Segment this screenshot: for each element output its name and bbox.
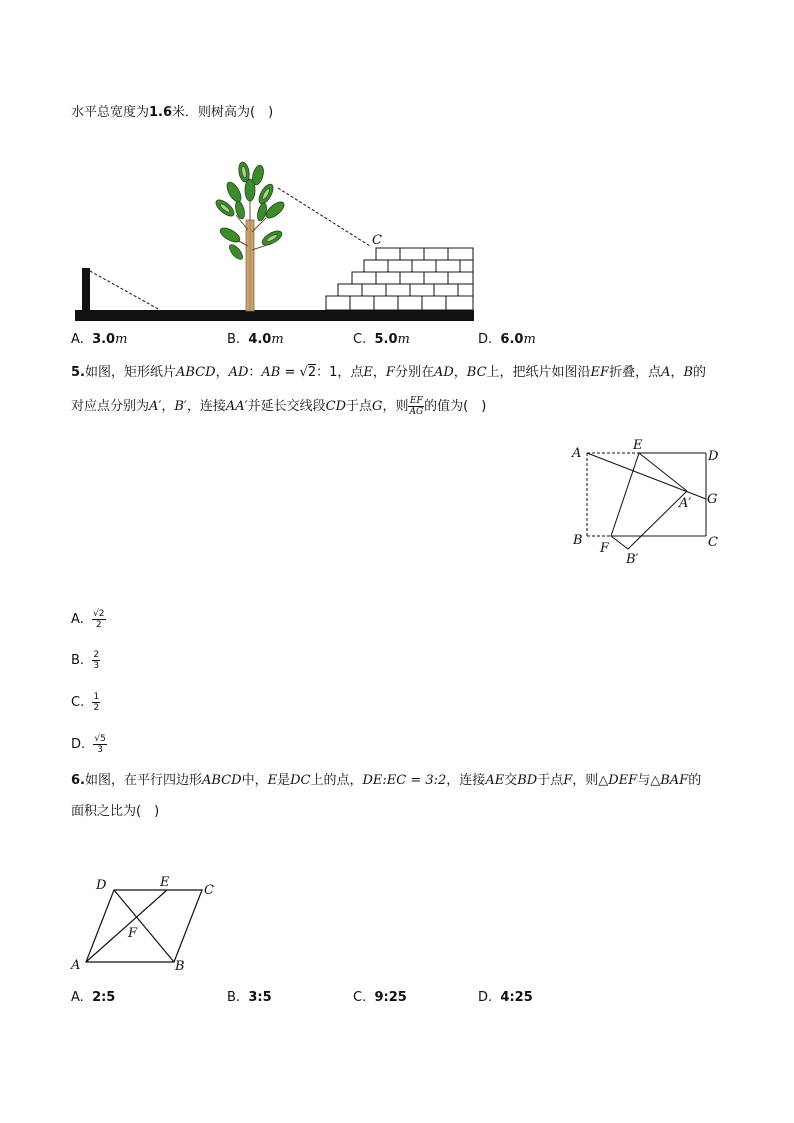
- svg-text:F: F: [600, 541, 610, 556]
- svg-text:C: C: [708, 535, 718, 550]
- brick-wall: [326, 248, 473, 310]
- q5-fraction-ef-ag: $\frac{EF}{AG}$: [409, 396, 424, 417]
- q5-option-c[interactable]: C. $\frac{1}{2}$: [71, 692, 100, 713]
- svg-text:A: A: [71, 958, 81, 973]
- q4-option-d[interactable]: D. 6.0m: [478, 332, 536, 347]
- label-c: C: [372, 233, 382, 248]
- svg-text:G: G: [707, 492, 718, 507]
- q6-option-c[interactable]: C. 9:25: [353, 990, 407, 1005]
- svg-text:A′: A′: [679, 496, 692, 511]
- q4-text: 水平总宽度为: [71, 105, 150, 120]
- svg-text:D: D: [96, 878, 107, 893]
- q4-text-end: 米．则树高为( ): [172, 105, 274, 120]
- q5-line-1: 5.如图，矩形纸片ABCD，AD：AB = √2：1，点E，F分别在AD，BC上，把纸片如图沿EF折叠，点A，B的: [71, 365, 707, 380]
- q4-option-c[interactable]: C. 5.0m: [353, 332, 410, 347]
- q6-line-1: 6.如图，在平行四边形ABCD中，E是DC上的点，DE:EC = 3:2，连接AE交BD于点F，则△DEF与△BAF的: [71, 773, 702, 788]
- svg-text:B′: B′: [626, 552, 639, 567]
- svg-text:A: A: [572, 446, 582, 461]
- q5-option-d[interactable]: D. $\frac{√5}{3}$: [71, 734, 106, 755]
- tree: [213, 161, 286, 311]
- q5-line-2: 对应点分别为A′，B′，连接AA′并延长交线段CD于点G，则 $\frac{EF}{AG}$ 的值为( ): [71, 396, 487, 417]
- q6-parallelogram-figure: [66, 870, 226, 976]
- ground: [75, 310, 474, 321]
- q4-tree-wall-figure: [70, 160, 480, 326]
- tree-shadow-line: [278, 188, 370, 246]
- q5-fold-figure: [566, 436, 726, 570]
- q6-line-2: 面积之比为( ): [71, 804, 160, 819]
- svg-text:B: B: [175, 959, 185, 974]
- q4-question-tail: [71, 103, 273, 123]
- pole: [82, 268, 90, 311]
- q6-option-b[interactable]: B. 3:5: [227, 990, 272, 1005]
- svg-text:D: D: [708, 449, 719, 464]
- q4-option-a[interactable]: A. 3.0m: [71, 332, 128, 347]
- pole-shadow-line: [90, 271, 160, 310]
- q6-option-d[interactable]: D. 4:25: [478, 990, 533, 1005]
- q4-width-value: 1.6: [149, 105, 173, 120]
- q4-option-b[interactable]: B. 4.0m: [227, 332, 284, 347]
- q5-option-b[interactable]: B. $\frac{2}{3}$: [71, 650, 100, 671]
- q5-option-a[interactable]: A. $\frac{√2}{2}$: [71, 609, 105, 630]
- svg-text:F: F: [128, 926, 138, 941]
- svg-text:E: E: [633, 438, 643, 453]
- svg-text:B: B: [573, 533, 583, 548]
- svg-text:E: E: [160, 875, 170, 890]
- q6-option-a[interactable]: A. 2:5: [71, 990, 116, 1005]
- svg-text:C: C: [204, 883, 214, 898]
